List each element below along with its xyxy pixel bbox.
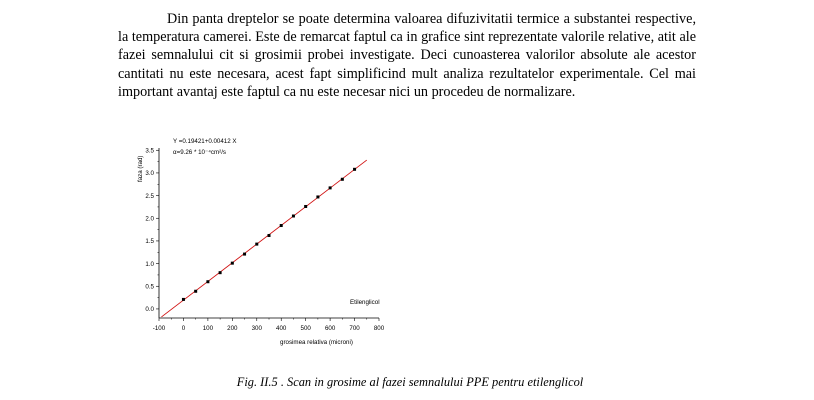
- x-tick-label: 600: [324, 325, 336, 332]
- y-tick-label: 1.0: [145, 260, 154, 268]
- data-point: [243, 253, 246, 256]
- phase-thickness-figure: [126, 128, 406, 352]
- data-point: [329, 186, 332, 189]
- x-tick-label: 0: [181, 325, 186, 332]
- scatter-chart: [126, 128, 406, 352]
- data-point: [353, 168, 356, 171]
- data-points: [182, 168, 356, 301]
- data-point: [304, 205, 307, 208]
- diffusivity-annotation: α=9.26 * 10⁻⁴cm²/s: [173, 149, 227, 156]
- x-tick-label: 100: [202, 325, 214, 332]
- y-tick-label: 2.5: [145, 192, 154, 200]
- y-tick-label: 0.5: [145, 283, 154, 291]
- data-point: [194, 290, 197, 293]
- data-point: [182, 298, 185, 301]
- x-tick-label: -100: [152, 325, 166, 332]
- data-point: [292, 215, 295, 218]
- fit-line: [161, 160, 366, 317]
- data-point: [316, 195, 319, 198]
- data-point: [268, 234, 271, 237]
- y-tick-label: 1.5: [145, 238, 154, 246]
- x-tick-label: 400: [276, 325, 287, 332]
- data-point: [219, 271, 222, 274]
- legend-label: Etilenglicol: [350, 299, 380, 306]
- data-point: [231, 262, 234, 265]
- x-tick-label: 500: [300, 325, 311, 332]
- y-tick-label: 3.0: [145, 170, 154, 178]
- data-point: [280, 224, 283, 227]
- x-tick-label: 300: [251, 325, 262, 332]
- body-paragraph: Din panta dreptelor se poate determina valoarea difuzivitatii termice a substantei respective, la temperatura camerei. Este de remarcat faptul ca in grafice sint reprezentate valorile relative, atit ale fazei semnalului cit si grosimii probei investigate. Deci cunoasterea valorilor absolute ale acestor cantitati nu este necesara, acest fapt simplificind mult analiza rezultatelor experimentale. Cel mai important avantaj este faptul ca nu este necesar nici un procedeu de normalizare.: [118, 11, 696, 100]
- data-point: [255, 243, 258, 246]
- x-tick-label: 700: [349, 325, 360, 332]
- data-point: [206, 280, 209, 283]
- chart-axes: [159, 148, 379, 318]
- y-tick-label: 3.5: [145, 147, 154, 155]
- y-tick-label: 2.0: [145, 215, 154, 223]
- chart-ticks: [145, 147, 384, 332]
- x-axis-label: grosimea relativa (microni): [280, 339, 353, 346]
- fit-equation: Y =0.19421+0.00412 X: [173, 138, 237, 145]
- y-tick-label: 0.0: [145, 306, 154, 314]
- x-tick-label: 200: [227, 325, 238, 332]
- data-point: [341, 178, 344, 181]
- y-axis-label: faza (rad): [137, 155, 144, 182]
- x-tick-label: 800: [373, 325, 385, 332]
- fit-line-group: [161, 160, 366, 317]
- figure-caption: Fig. II.5 . Scan in grosime al fazei semnalului PPE pentru etilenglicol: [236, 375, 584, 389]
